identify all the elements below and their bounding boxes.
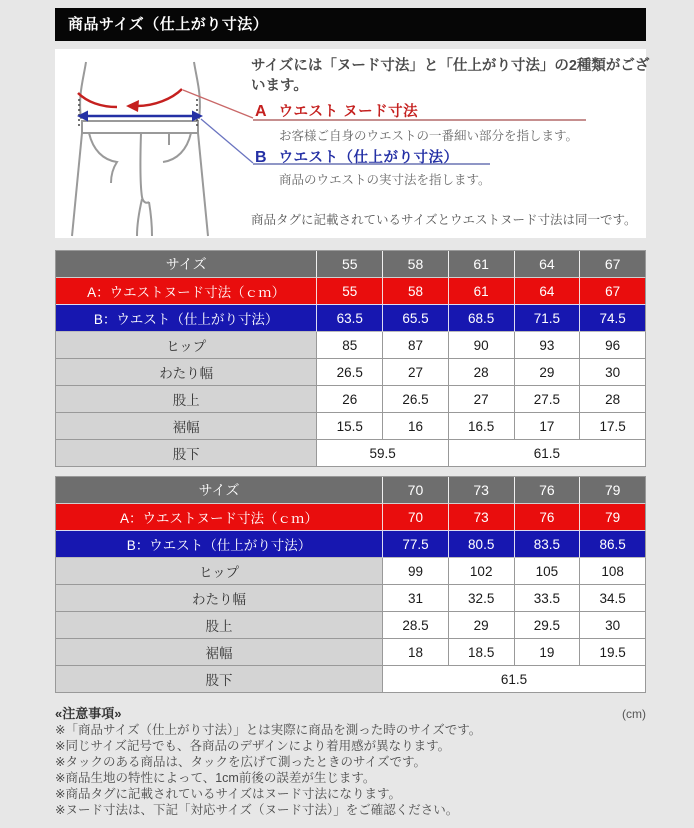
size-value: 27 xyxy=(449,386,515,413)
size-value: 61.5 xyxy=(383,666,646,693)
note-item: ※「商品サイズ（仕上がり寸法）」とは実際に商品を測った時のサイズです。 xyxy=(55,723,482,737)
size-value: 16.5 xyxy=(449,413,515,440)
size-value: 105 xyxy=(515,558,581,585)
nude-size-description: お客様ご自身のウエストの一番細い部分を指します。 xyxy=(279,129,579,143)
size-value: 58 xyxy=(383,278,449,305)
finished-size-label: ウエスト（仕上がり寸法） xyxy=(278,150,459,166)
size-value: 19.5 xyxy=(580,639,646,666)
table-row xyxy=(56,639,646,666)
size-value: 90 xyxy=(449,332,515,359)
size-value: 63.5 xyxy=(317,305,383,332)
table-header-label: サイズ xyxy=(56,477,383,504)
size-value: 87 xyxy=(383,332,449,359)
size-value: 26.5 xyxy=(317,359,383,386)
size-value: 29 xyxy=(515,359,581,386)
size-value: 71.5 xyxy=(515,305,581,332)
size-column-header: 58 xyxy=(383,251,449,278)
size-value: 85 xyxy=(317,332,383,359)
size-value: 30 xyxy=(580,359,646,386)
size-column-header: 76 xyxy=(515,477,581,504)
size-value: 28 xyxy=(449,359,515,386)
size-value: 61 xyxy=(449,278,515,305)
note-item: ※タックのある商品は、タックを広げて測ったときのサイズです。 xyxy=(55,755,426,769)
row-label: 股上 xyxy=(56,386,317,413)
row-label: 股上 xyxy=(56,612,383,639)
size-value: 31 xyxy=(383,585,449,612)
size-value: 29 xyxy=(449,612,515,639)
unit-cm-label: (cm) xyxy=(622,707,646,721)
table-row xyxy=(56,585,646,612)
section-title-bar xyxy=(55,8,646,41)
table-row xyxy=(56,531,646,558)
row-label: ヒップ xyxy=(56,332,317,359)
size-column-header: 79 xyxy=(580,477,646,504)
size-value: 17 xyxy=(515,413,581,440)
nude-size-heading xyxy=(255,100,418,121)
size-value: 73 xyxy=(449,504,515,531)
table-row xyxy=(56,666,646,693)
finished-size-description: 商品のウエストの実寸法を指します。 xyxy=(279,173,491,187)
size-value: 67 xyxy=(580,278,646,305)
size-value: 76 xyxy=(515,504,581,531)
size-value: 28 xyxy=(580,386,646,413)
notes-section xyxy=(55,703,646,818)
size-value: 68.5 xyxy=(449,305,515,332)
note-item: ※同じサイズ記号でも、各商品のデザインにより着用感が異なります。 xyxy=(55,739,451,753)
size-value: 77.5 xyxy=(383,531,449,558)
size-value: 26.5 xyxy=(383,386,449,413)
size-column-header: 67 xyxy=(580,251,646,278)
row-label: わたり幅 xyxy=(56,359,317,386)
size-value: 32.5 xyxy=(449,585,515,612)
note-item: ※商品タグに記載されているサイズはヌード寸法になります。 xyxy=(55,787,401,801)
note-item: ※商品生地の特性によって、1cm前後の誤差が生じます。 xyxy=(55,771,376,785)
row-label: A：ウエストヌード寸法（ｃｍ） xyxy=(56,504,383,531)
size-value: 55 xyxy=(317,278,383,305)
size-column-header: 61 xyxy=(449,251,515,278)
size-value: 27.5 xyxy=(515,386,581,413)
size-table-1 xyxy=(55,250,646,467)
page-title: 商品サイズ（仕上がり寸法） xyxy=(68,16,269,33)
table-row xyxy=(56,305,646,332)
size-value: 86.5 xyxy=(580,531,646,558)
size-value: 29.5 xyxy=(515,612,581,639)
size-value: 70 xyxy=(383,504,449,531)
row-label: 裾幅 xyxy=(56,639,383,666)
size-value: 18 xyxy=(383,639,449,666)
size-column-header: 73 xyxy=(449,477,515,504)
size-value: 16 xyxy=(383,413,449,440)
row-label: A：ウエストヌード寸法（ｃｍ） xyxy=(56,278,317,305)
size-types-intro: サイズには「ヌード寸法」と「仕上がり寸法」の2種類がございます。 xyxy=(251,58,650,94)
size-value: 99 xyxy=(383,558,449,585)
size-value: 27 xyxy=(383,359,449,386)
size-value: 30 xyxy=(580,612,646,639)
row-label: 股下 xyxy=(56,666,383,693)
table-row xyxy=(56,612,646,639)
size-column-header: 64 xyxy=(515,251,581,278)
table-header-label: サイズ xyxy=(56,251,317,278)
size-value: 64 xyxy=(515,278,581,305)
table-row xyxy=(56,386,646,413)
size-value: 61.5 xyxy=(449,440,646,467)
size-value: 15.5 xyxy=(317,413,383,440)
size-value: 96 xyxy=(580,332,646,359)
size-value: 93 xyxy=(515,332,581,359)
size-value: 33.5 xyxy=(515,585,581,612)
size-value: 34.5 xyxy=(580,585,646,612)
row-label: B：ウエスト（仕上がり寸法） xyxy=(56,305,317,332)
table-header-row xyxy=(56,477,646,504)
size-value: 59.5 xyxy=(317,440,448,467)
tag-size-note: 商品タグに記載されているサイズとウエストヌード寸法は同一です。 xyxy=(251,213,637,227)
size-value: 79 xyxy=(580,504,646,531)
page-content xyxy=(55,0,650,818)
table-row xyxy=(56,332,646,359)
size-column-header: 55 xyxy=(317,251,383,278)
size-value: 17.5 xyxy=(580,413,646,440)
label-a: A xyxy=(255,103,267,120)
finished-size-heading xyxy=(255,146,459,167)
size-value: 18.5 xyxy=(449,639,515,666)
table-row xyxy=(56,440,646,467)
row-label: ヒップ xyxy=(56,558,383,585)
size-value: 108 xyxy=(580,558,646,585)
note-item: ※ヌード寸法は、下記「対応サイズ（ヌード寸法）」をご確認ください。 xyxy=(55,803,459,817)
table-header-row xyxy=(56,251,646,278)
size-column-header: 70 xyxy=(383,477,449,504)
row-label: わたり幅 xyxy=(56,585,383,612)
size-value: 19 xyxy=(515,639,581,666)
size-value: 26 xyxy=(317,386,383,413)
size-value: 83.5 xyxy=(515,531,581,558)
size-value: 102 xyxy=(449,558,515,585)
label-b: B xyxy=(255,149,267,166)
size-explanation-panel xyxy=(55,49,650,238)
size-value: 28.5 xyxy=(383,612,449,639)
size-value: 65.5 xyxy=(383,305,449,332)
size-table-2 xyxy=(55,476,646,693)
notes-header-row xyxy=(55,703,646,722)
row-label: 股下 xyxy=(56,440,317,467)
size-value: 74.5 xyxy=(580,305,646,332)
table-row xyxy=(56,359,646,386)
table-row xyxy=(56,558,646,585)
row-label: 裾幅 xyxy=(56,413,317,440)
table-row xyxy=(56,413,646,440)
notes-heading: «注意事項» xyxy=(55,706,122,721)
nude-size-label: ウエスト ヌード寸法 xyxy=(278,104,419,120)
table-row xyxy=(56,278,646,305)
table-row xyxy=(56,504,646,531)
row-label: B：ウエスト（仕上がり寸法） xyxy=(56,531,383,558)
size-value: 80.5 xyxy=(449,531,515,558)
